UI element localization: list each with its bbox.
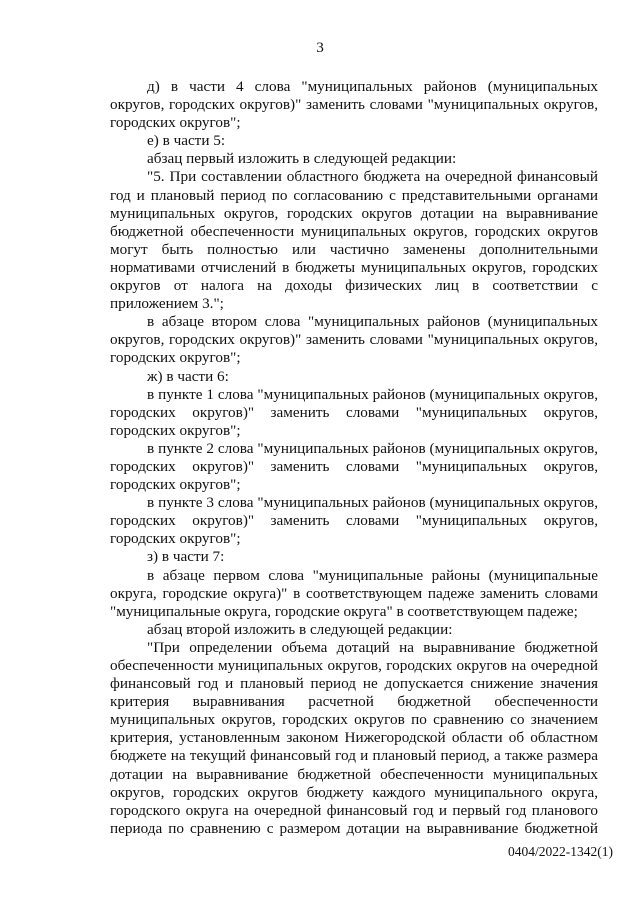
paragraph-zh: ж) в части 6: xyxy=(147,367,229,385)
document-body xyxy=(110,78,598,838)
document-code: 0404/2022-1342(1) xyxy=(508,844,613,859)
paragraph-zh-3: в пункте 3 слова "муниципальных районов (муниципальных округов, городских округов)" заменить словами "муниципальных округов, городских округов"; xyxy=(110,494,598,548)
paragraph-z-second-intro: абзац второй изложить в следующей редакции: xyxy=(147,620,453,638)
paragraph-d: д) в части 4 слова "муниципальных районов (муниципальных округов, городских округов)" заменить словами "муниципальных округов, городских округов"; xyxy=(110,78,598,132)
paragraph-z: з) в части 7: xyxy=(147,548,225,566)
paragraph-zh-1: в пункте 1 слова "муниципальных районов (муниципальных округов, городских округов)" заменить словами "муниципальных округов, городских округов"; xyxy=(110,385,598,439)
paragraph-quote-7: "При определении объема дотаций на выравнивание бюджетной обеспеченности муниципальных округов, городских округов на очередной финансовый год и плановый период не допускается снижение значения критерия выравнивания расчетной бюджетной обеспеченности муниципальных округов, городских округов по сравнению со значением критерия, установленным законом Нижегородской области об областном бюджете на текущий финансовый год и плановый период, а также размера дотации на выравнивание бюджетной обеспеченности муниципальных округов, городских округов бюджету каждого муниципального округа, городского округа на очередной финансовый год и первый год планового периода по сравнению с размером дотации на выравнивание бюджетной xyxy=(110,638,598,837)
paragraph-z-first: в абзаце первом слова "муниципальные районы (муниципальные округа, городские округа)" в соответствующем падеже заменить словами "муниципальные округа, городские округа" в соответствующем падеже; xyxy=(110,566,598,620)
paragraph-e: е) в части 5: xyxy=(147,132,226,150)
paragraph-quote-5: "5. При составлении областного бюджета на очередной финансовый год и плановый период по согласованию с представительными органами муниципальных округов, городских округов дотации на выравнивание бюджетной обеспеченности муниципальных округов, городских округов могут быть полностью или частично заменены дополнительными нормативами отчислений в бюджеты муниципальных округов, городских округов от налога на доходы физических лиц в соответствии с приложением 3."; xyxy=(110,168,598,313)
paragraph-zh-2: в пункте 2 слова "муниципальных районов (муниципальных округов, городских округов)" заменить словами "муниципальных округов, городских округов"; xyxy=(110,439,598,494)
paragraph-e-intro: абзац первый изложить в следующей редакции: xyxy=(147,150,457,168)
page-number: 3 xyxy=(316,39,324,56)
paragraph-e-second: в абзаце втором слова "муниципальных районов (муниципальных округов, городских округов)" заменить словами "муниципальных округов, городских округов"; xyxy=(110,313,598,367)
